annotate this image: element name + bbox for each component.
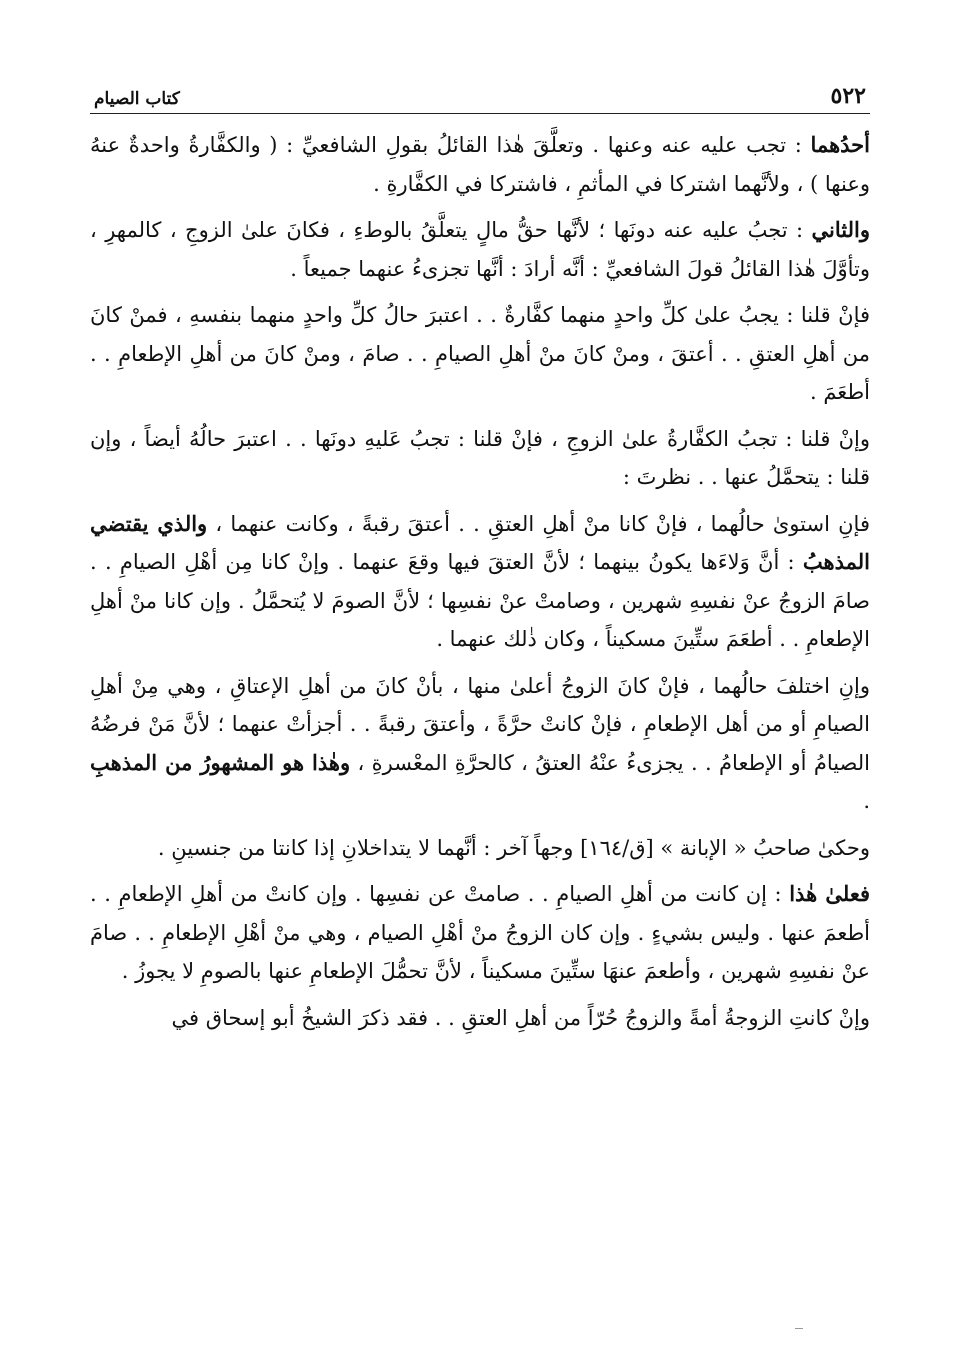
paragraph-text: : أنَّ وَلاءَها يكونُ بينهما ؛ لأنَّ العتقَ فيها وقعَ عنهما . وإنْ كانا مِن أهْلِ الصيامِ . . صامَ الزوجُ عنْ نفسِهِ شهرين ، وصامتْ عنْ نفسِها ؛ لأنَّ الصومَ لا يُتحمَّلُ . وإن كانا منْ أهلِ الإطعامِ . . أطعَمَ ستِّينَ مسكيناً ، وكان ذٰلك عنهما .: [90, 550, 870, 651]
paragraph: [90, 999, 870, 1038]
paragraph-text: وإنْ قلنا : تجبُ الكفَّارةُ علىٰ الزوجِ ، فإنْ قلنا : تجبُ عَليهِ دونَها . . اعتبرَ حالُهُ أيضاً ، وإن قلنا : يتحمَّلُ عنها . . نظرتَ :: [90, 426, 870, 489]
page-header: [90, 78, 870, 114]
paragraph-text: : إن كانت من أهلِ الصيامِ . . صامتْ عن نفسِها . وإن كانتْ من أهلِ الإطعامِ . . أطعمَ عنها . وليس بشيءٍ . وإن كان الزوجُ منْ أهْلِ الصيام ، وهي منْ أهْلِ الإطعامِ . . صامَ عنْ نفسِهِ شهرين ، وأطعمَ عنهَا ستِّينَ مسكيناً ، لأنَّ تحمُّلَ الإطعامِ عنها بالصومِ لا يجوزُ .: [90, 882, 870, 983]
paragraph-emphasis: والذي يقتضي المذهبُ: [90, 510, 870, 574]
paragraph: [90, 420, 870, 497]
page-number: ٥٢٢: [830, 83, 866, 109]
paragraph: [90, 505, 870, 659]
paragraph-text: وحكىٰ صاحبُ « الإبانة » [ق/١٦٤] وجهاً آخر : أنَّهما لا يتداخلانِ إذا كانتا من جنسينِ .: [157, 835, 870, 860]
paragraph: [90, 875, 870, 991]
paragraph: [90, 211, 870, 288]
paragraph-text: وإنْ كانتِ الزوجةُ أمةً والزوجُ حُرّاً من أهلِ العتقِ . . فقد ذكرَ الشيخُ أبو إسحاق في: [171, 1005, 870, 1030]
paragraph-text: فإنِ استوىٰ حالُهما ، فإنْ كانا منْ أهلِ العتقِ . . أعتقَ رقبةً ، وكانت عنهما ،: [207, 511, 870, 536]
paragraph: [90, 829, 870, 868]
page-body: [90, 126, 870, 1037]
paragraph-text: : تجبُ عليه عنه دونَها ؛ لأنَّها حقُّ مالٍ يتعلَّقُ بالوطءِ ، فكانَ علىٰ الزوجِ ، كالمهرِ ، وتأوَّلَ هٰذا القائلُ قولَ الشافعيِّ : أنَّه أرادَ : أنَّها تجزىءُ عنهما جميعاً .: [90, 218, 870, 281]
paragraph-text: فإنْ قلنا : يجبُ علىٰ كلِّ واحدٍ منهما كفَّارةٌ . . اعتبرَ حالُ كلِّ واحدٍ منهما بنفسهِ ، فمنْ كانَ من أهلِ العتقِ . . أعتقَ ، ومنْ كانَ منْ أهلِ الصيامِ . . صامَ ، ومنْ كانَ من أهلِ الإطعامِ . . أطعَمَ .: [90, 303, 870, 404]
running-title: كتاب الصيام: [94, 89, 180, 109]
paragraph-text: : تجب عليه عنه وعنها . وتعلَّقَ هٰذا القائلُ بقولِ الشافعيِّ : ( والكفَّارةُ واحدةٌ عنهُ وعنها ) ، ولأنَّهما اشتركا في المأثمِ ، فاشتركا في الكفَّارةِ .: [90, 133, 870, 196]
paragraph-emphasis: وهٰذا هو المشهورُ من المذهبِ: [90, 749, 351, 775]
paragraph: [90, 126, 870, 203]
paragraph: [90, 296, 870, 412]
paragraph: [90, 667, 870, 821]
paragraph-text: وإنِ اختلفَ حالُهما ، فإنْ كانَ الزوجُ أعلىٰ منها ، بأنْ كانَ من أهلِ الإعتاقِ ، وهي مِنْ أهلِ الصيامِ أو من أهل الإطعامِ ، فإنْ كانتْ حرَّةً ، وأعتقَ رقبةً . . أجزأتْ عنهما ؛ لأنَّ مَنْ فرضُهُ الصيامُ أو الإطعامُ . . يجزىءُ عنْهُ العتقُ ، كالحرَّةِ المعْسرةِ ،: [90, 673, 870, 775]
page-scan-mark: [795, 1328, 803, 1329]
paragraph-lead: والثاني: [811, 217, 870, 242]
paragraph-text: .: [863, 789, 870, 813]
book-page: [90, 78, 870, 1348]
paragraph-lead: أحدُهما: [810, 132, 870, 157]
paragraph-lead: فعلىٰ هٰذا: [789, 881, 870, 906]
